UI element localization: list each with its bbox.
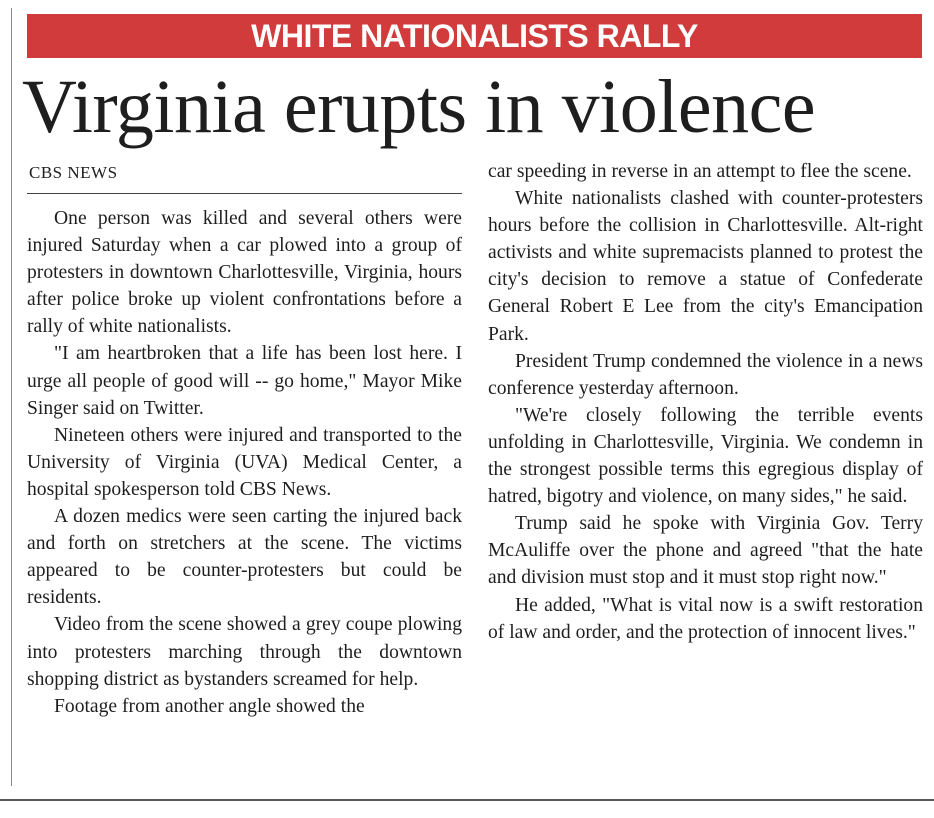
paragraph: Footage from another angle showed the — [54, 695, 365, 717]
paragraph: He added, "What is vital now is a swift restoration of law and order, and the protection of innocent lives." — [488, 594, 923, 643]
paragraph: Nineteen others were injured and transported to the University of Virginia (UVA) Medical Center, a hospital spokesperson told CBS News. — [27, 424, 462, 500]
article-column-1 — [27, 205, 462, 720]
paragraph-continued: car speeding in reverse in an attempt to flee the scene. — [488, 161, 912, 182]
paragraph: White nationalists clashed with counter-protesters hours before the collision in Charlottesville. Alt-right activists and white supremacists planned to protest the city's decision to remove a statue of Confederate General Robert E Lee from the city's Emancipation Park. — [488, 188, 923, 345]
paragraph: "I am heartbroken that a life has been lost here. I urge all people of good will -- go home," Mayor Mike Singer said on Twitter. — [27, 343, 462, 419]
paragraph: Trump said he spoke with Virginia Gov. Terry McAuliffe over the phone and agreed "that the hate and division must stop and it must stop right now." — [488, 513, 923, 589]
paragraph: A dozen medics were seen carting the injured back and forth on stretchers at the scene. The victims appeared to be counter-protesters but could be residents. — [27, 506, 462, 609]
article-column-2 — [488, 158, 923, 646]
paragraph: Video from the scene showed a grey coupe plowing into protesters marching through the downtown shopping district as bystanders screamed for help. — [27, 614, 462, 690]
article-source: CBS NEWS — [29, 163, 118, 182]
section-banner: WHITE NATIONALISTS RALLY — [27, 14, 922, 58]
bottom-rule — [0, 799, 934, 801]
paragraph: President Trump condemned the violence in a news conference yesterday afternoon. — [488, 350, 923, 399]
article-headline: Virginia erupts in violence — [22, 65, 816, 149]
source-divider — [27, 193, 462, 194]
paragraph: One person was killed and several others were injured Saturday when a car plowed into a group of protesters in downtown Charlottesville, Virginia, hours after police broke up violent confrontations before a rally of white nationalists. — [27, 208, 462, 338]
left-column-rule — [11, 8, 12, 786]
paragraph: "We're closely following the terrible events unfolding in Charlottesville, Virginia. We condemn in the strongest possible terms this egregious display of hatred, bigotry and violence, on many sides," he said. — [488, 404, 923, 508]
